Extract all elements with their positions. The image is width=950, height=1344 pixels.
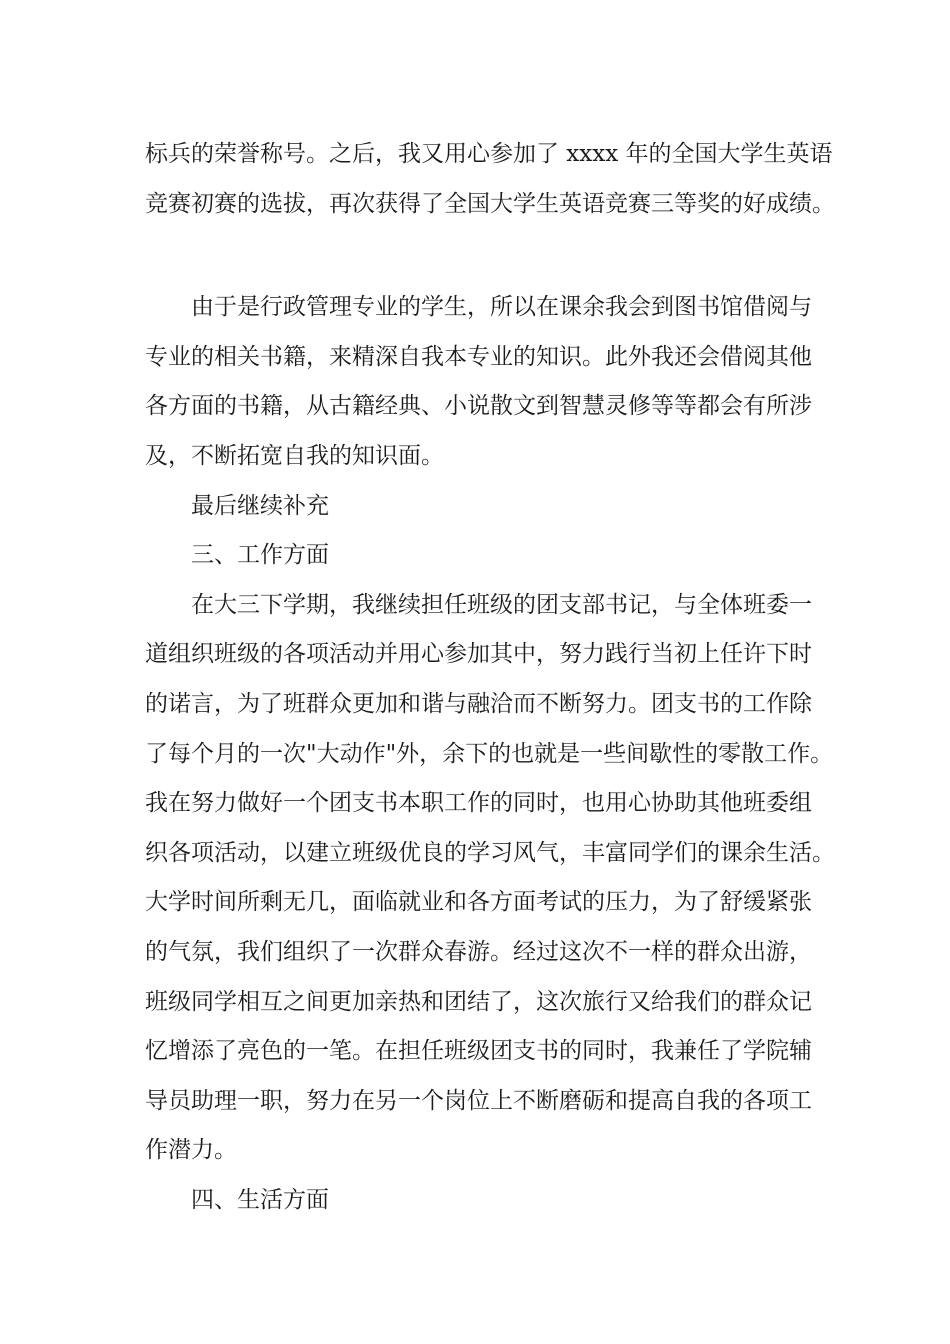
text-line: 作潜力。 — [145, 1137, 237, 1164]
text-line: 道组织班级的各项活动并用心参加其中，努力践行当初上任许下时 — [145, 641, 812, 668]
paragraph-gap — [145, 229, 815, 283]
text-line: 的诺言，为了班群众更加和谐与融洽而不断努力。团支书的工作除 — [145, 690, 812, 717]
text-line: 的气氛，我们组织了一次群众春游。经过这次不一样的群众出游， — [145, 938, 812, 965]
section-heading: 四、生活方面 — [191, 1186, 329, 1213]
paragraph-note — [145, 482, 815, 532]
text-line: 竞赛初赛的选拔，再次获得了全国大学生英语竞赛三等奖的好成绩。 — [145, 190, 835, 217]
text-line: 我在努力做好一个团支书本职工作的同时，也用心协助其他班委组 — [145, 790, 812, 817]
section-heading: 三、工作方面 — [191, 542, 329, 569]
text-line: 最后继续补充 — [191, 492, 329, 519]
section-heading-work — [145, 531, 815, 581]
text-line: 忆增添了亮色的一笔。在担任班级团支书的同时，我兼任了学院辅 — [145, 1038, 812, 1065]
section-heading-life — [145, 1176, 815, 1226]
text-line: 专业的相关书籍，来精深自我本专业的知识。此外我还会借阅其他 — [145, 343, 812, 370]
text-line: 及，不断拓宽自我的知识面。 — [145, 442, 444, 469]
text-line: 各方面的书籍，从古籍经典、小说散文到智慧灵修等等都会有所涉 — [145, 393, 812, 420]
text-line: 导员助理一职，努力在另一个岗位上不断磨砺和提高自我的各项工 — [145, 1087, 812, 1114]
text-line: 标兵的荣誉称号。之后，我又用心参加了 xxxx 年的全国大学生英语 — [145, 141, 833, 167]
text-line: 由于是行政管理专业的学生，所以在课余我会到图书馆借阅与 — [191, 294, 812, 321]
paragraph-work — [145, 581, 835, 1176]
text-line: 了每个月的一次"大动作"外，余下的也就是一些间歇性的零散工作。 — [145, 740, 834, 767]
paragraph-study — [145, 283, 815, 481]
text-line: 织各项活动，以建立班级优良的学习风气，丰富同学们的课余生活。 — [145, 839, 835, 866]
document-body — [145, 130, 835, 1225]
paragraph-continuation — [145, 130, 835, 229]
text-line: 大学时间所剩无几，面临就业和各方面考试的压力，为了舒缓紧张 — [145, 889, 812, 916]
text-line: 班级同学相互之间更加亲热和团结了，这次旅行又给我们的群众记 — [145, 988, 812, 1015]
text-line: 在大三下学期，我继续担任班级的团支部书记，与全体班委一 — [191, 591, 812, 618]
